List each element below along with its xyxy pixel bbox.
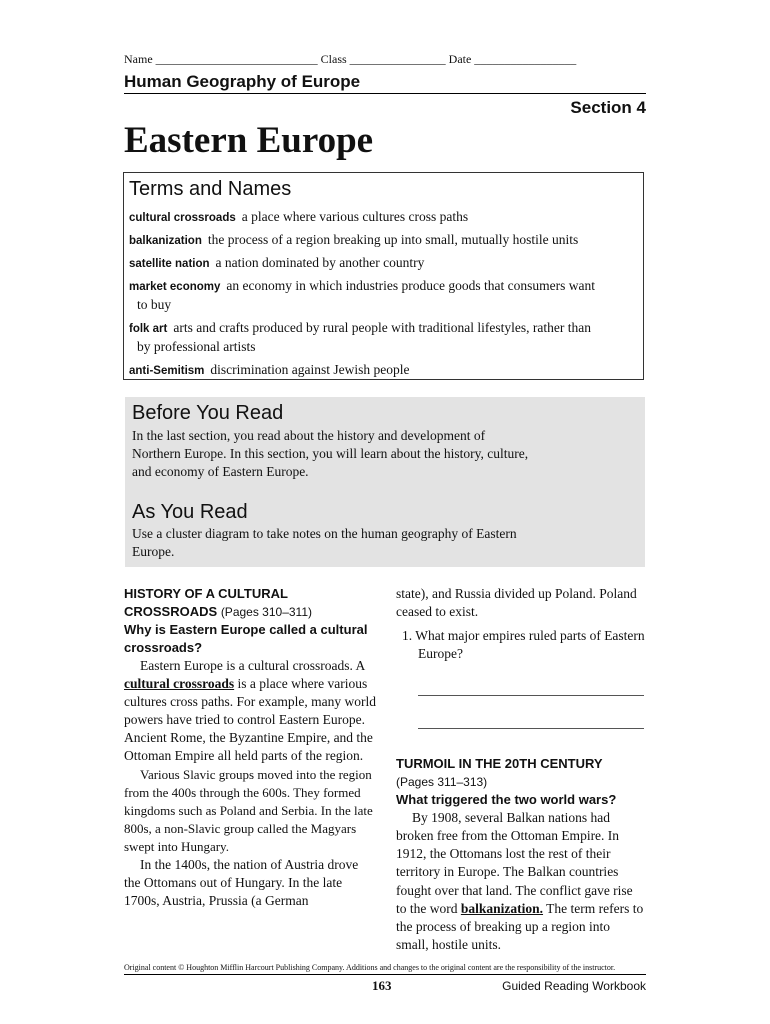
bottom-divider <box>124 974 646 975</box>
term-definition: a place where various cultures cross paths <box>241 209 469 224</box>
history-paragraph-3: In the 1400s, the nation of Austria drove the Ottomans out of Hungary. In the late 1700s, Austria, Prussia (a German <box>124 857 359 909</box>
term-name: anti-Semitism <box>129 365 205 377</box>
term-definition: a nation dominated by another country <box>215 255 425 270</box>
paragraph-text: Eastern Europe is a cultural crossroads. A <box>140 658 365 673</box>
terms-and-names-box <box>123 172 644 380</box>
spacer <box>396 729 646 755</box>
term-definition: discrimination against Jewish people <box>210 362 410 377</box>
term-row <box>129 254 634 273</box>
term-definition: an economy in which industries produce goods that consumers want <box>226 278 595 293</box>
term-row <box>129 361 634 380</box>
top-divider <box>124 93 646 94</box>
as-you-read-text: Use a cluster diagram to take notes on the human geography of Eastern Europe. <box>132 526 517 559</box>
term-row <box>129 231 634 250</box>
history-paragraph-continued: state), and Russia divided up Poland. Poland ceased to exist. <box>396 586 637 620</box>
paragraph-text: The term refers to the process of breaking up a region into small, hostile units. <box>396 900 644 952</box>
answer-line[interactable] <box>418 695 644 696</box>
section-label: Section 4 <box>570 98 646 117</box>
paragraph-text: By 1908, several Balkan nations had broken free from the Ottoman Empire. In 1912, the Ottomans lost the rest of their territory in Europe. The Balkan countries fought over that land. The conflict gave rise to the word <box>396 810 633 916</box>
history-heading-text: HISTORY OF A CULTURAL CROSSROADS <box>124 586 288 619</box>
term-definition: arts and crafts produced by rural people with traditional lifestyles, rather than <box>173 320 591 335</box>
history-pages: (Pages 310–311) <box>220 605 312 619</box>
term-row <box>129 277 634 314</box>
turmoil-question: What triggered the two world wars? <box>396 792 617 808</box>
page-number: 163 <box>372 978 392 993</box>
before-you-read-heading: Before You Read <box>132 402 284 424</box>
term-name: satellite nation <box>129 258 210 270</box>
term-definition: the process of a region breaking up into small, mutually hostile units <box>207 232 579 247</box>
as-you-read-heading: As You Read <box>132 501 248 523</box>
term-name: balkanization <box>129 235 202 247</box>
history-question: Why is Eastern Europe called a cultural crossroads? <box>124 622 368 655</box>
before-you-read-text: In the last section, you read about the history and development of Northern Europe. In this section, you will learn about the history, culture, and economy of Eastern Europe. <box>132 428 529 479</box>
review-question-1: 1. What major empires ruled parts of Eastern Europe? <box>402 628 645 662</box>
page-title: Eastern Europe <box>124 120 374 161</box>
copyright-credit: Original content © Houghton Mifflin Harcourt Publishing Company. Additions and changes to the original content are the responsibility of the instructor. <box>124 963 616 972</box>
student-info-line: Name ___________________________ Class ________________ Date _________________ <box>124 52 577 66</box>
term-row <box>129 208 634 227</box>
turmoil-heading <box>396 755 646 791</box>
term-highlight: cultural crossroads <box>124 676 235 692</box>
term-name: cultural crossroads <box>129 212 236 224</box>
history-paragraph-1 <box>124 657 376 766</box>
term-definition-continued: to buy <box>137 297 172 312</box>
book-title: Human Geography of Europe <box>124 72 361 91</box>
right-column <box>396 585 646 954</box>
term-highlight: balkanization. <box>460 900 544 916</box>
history-paragraph-2: Various Slavic groups moved into the region from the 400s through the 600s. They formed kingdoms such as Poland and Serbia. In the late 800s, a non-Slavic group called the Magyars swept into Hungary. <box>124 766 373 854</box>
turmoil-pages: (Pages 311–313) <box>396 775 488 790</box>
turmoil-paragraph-1 <box>396 809 646 954</box>
terms-heading: Terms and Names <box>129 178 292 200</box>
left-column <box>124 585 376 910</box>
term-definition-continued: by professional artists <box>137 339 256 354</box>
term-name: market economy <box>129 281 221 293</box>
term-row <box>129 319 634 356</box>
turmoil-heading-text: TURMOIL IN THE 20TH CENTURY <box>396 756 603 772</box>
reading-guide-panel <box>125 397 645 567</box>
workbook-label: Guided Reading Workbook <box>502 979 646 993</box>
term-name: folk art <box>129 323 168 335</box>
paragraph-text: is a place where various cultures cross paths. For example, many world powers have tried to control Eastern Europe. Ancient Rome, the Byzantine Empire, and the Ottoman Empire all held parts of the region. <box>124 676 376 764</box>
history-heading <box>124 585 376 621</box>
